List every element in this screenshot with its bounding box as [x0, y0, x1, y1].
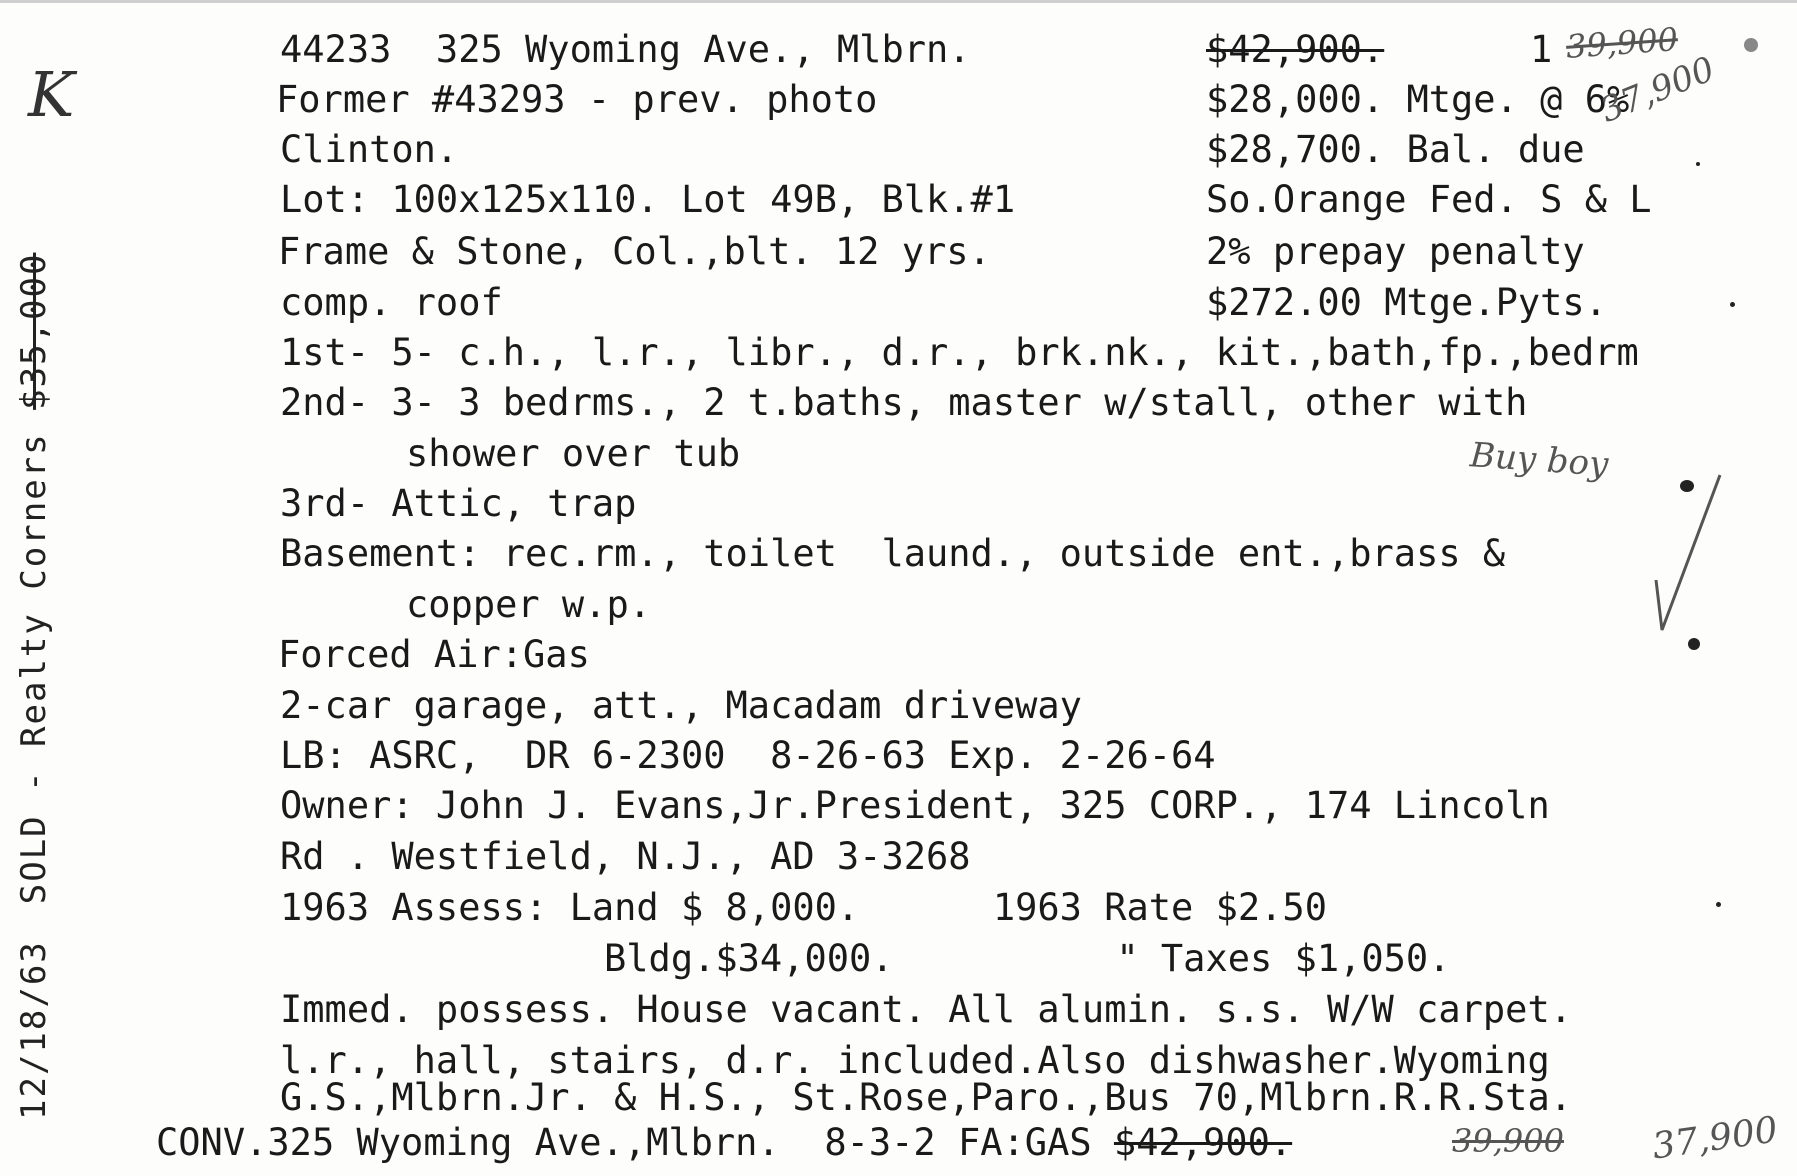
- card-top-edge: [0, 0, 1797, 3]
- listing-line: Bldg.$34,000. " Taxes $1,050.: [604, 937, 1451, 980]
- financing-line: $42,900.: [1206, 28, 1385, 71]
- listing-line: 44233 325 Wyoming Ave., Mlbrn.: [280, 28, 971, 71]
- listing-line: Immed. possess. House vacant. All alumin. s.s. W/W carpet.: [280, 988, 1573, 1031]
- sold-date: 12/18/63: [14, 940, 54, 1120]
- summary-line: [156, 1121, 1292, 1165]
- listing-line: 2nd- 3- 3 bedrms., 2 t.baths, master w/stall, other with: [280, 381, 1528, 424]
- hand-price-new-bottom: 37,900: [1649, 1109, 1781, 1168]
- listing-line: Lot: 100x125x110. Lot 49B, Blk.#1: [280, 178, 1016, 221]
- listing-line: LB: ASRC, DR 6-2300 8-26-63 Exp. 2-26-64: [280, 734, 1216, 777]
- ink-speck: [1688, 638, 1700, 650]
- ink-speck: [1716, 902, 1721, 907]
- listing-line: Forced Air:Gas: [278, 633, 590, 676]
- listing-line: Rd . Westfield, N.J., AD 3-3268: [280, 835, 971, 878]
- summary-rooms: 8-3-2: [824, 1121, 936, 1164]
- ink-speck: [1744, 38, 1758, 52]
- side-annotation: [14, 253, 54, 1120]
- listing-line: 3rd- Attic, trap: [280, 482, 637, 525]
- listing-line: shower over tub: [406, 432, 741, 475]
- listing-line: 2-car garage, att., Macadam driveway: [280, 684, 1082, 727]
- summary-heat: FA:GAS: [957, 1121, 1092, 1164]
- financing-line: $28,700. Bal. due: [1206, 128, 1585, 171]
- listing-line: Owner: John J. Evans,Jr.President, 325 CORP., 174 Lincoln: [280, 784, 1550, 827]
- financing-line: So.Orange Fed. S & L: [1206, 178, 1652, 221]
- listing-line: Basement: rec.rm., toilet laund., outside ent.,brass &: [280, 532, 1506, 575]
- sold-price-struck: $35,000: [14, 252, 54, 410]
- summary-price-struck: $42,900.: [1113, 1121, 1293, 1164]
- listing-line: Former #43293 - prev. photo: [276, 78, 878, 121]
- summary-prefix: CONV.: [156, 1121, 268, 1164]
- listing-line: 1st- 5- c.h., l.r., libr., d.r., brk.nk., kit.,bath,fp.,bedrm: [280, 331, 1639, 374]
- listing-line: 1963 Assess: Land $ 8,000. 1963 Rate $2.50: [280, 886, 1327, 929]
- financing-line: 1: [1530, 28, 1553, 71]
- listing-line: Clinton.: [280, 128, 459, 171]
- hand-price-struck-bottom: 39,900: [1452, 1122, 1564, 1160]
- ink-speck: [1730, 302, 1735, 307]
- hand-price-struck-top: 39,900: [1564, 20, 1680, 66]
- listing-line: Frame & Stone, Col.,blt. 12 yrs.: [278, 230, 991, 273]
- listing-line: G.S.,Mlbrn.Jr. & H.S., St.Rose,Paro.,Bus 70,Mlbrn.R.R.Sta.: [280, 1076, 1573, 1119]
- hand-price-new-top: 37,900: [1594, 49, 1721, 131]
- financing-line: $272.00 Mtge.Pyts.: [1206, 281, 1607, 324]
- hand-note: Buy boy: [1468, 435, 1610, 485]
- listing-line: copper w.p.: [406, 583, 652, 626]
- ink-speck: [1680, 480, 1694, 492]
- financing-line: 2% prepay penalty: [1206, 230, 1585, 273]
- summary-address: 325 Wyoming Ave.,Mlbrn.: [267, 1121, 780, 1164]
- listing-line: l.r., hall, stairs, d.r. included.Also dishwasher.Wyoming: [280, 1039, 1550, 1082]
- corner-handwritten-mark: K: [28, 58, 75, 131]
- listing-line: comp. roof: [280, 281, 503, 324]
- sold-status: SOLD - Realty Corners: [14, 432, 54, 905]
- ink-speck: [1696, 162, 1700, 166]
- financing-line: $28,000. Mtge. @ 6%: [1206, 78, 1630, 121]
